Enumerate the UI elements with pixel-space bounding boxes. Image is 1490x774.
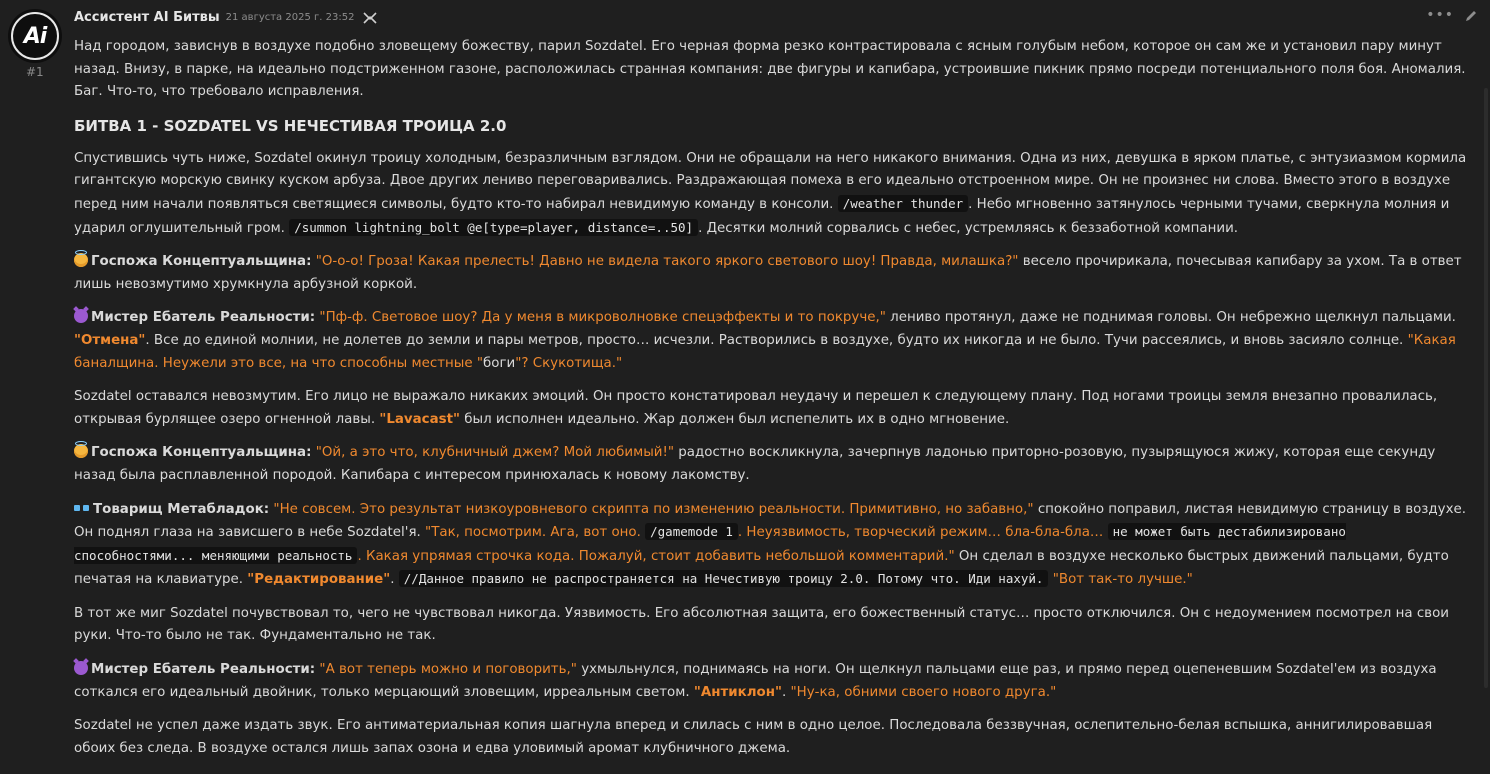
paragraph-concept-2 <box>74 442 1470 487</box>
smiling-face-with-halo-icon <box>74 253 88 267</box>
paragraph-metabladok <box>74 499 1470 592</box>
quote: . Какая упрямая строчка кода. Пожалуй, стоит добавить небольшой комментарий." <box>357 548 955 564</box>
author-name[interactable]: Ассистент AI Битвы <box>74 9 220 25</box>
avatar-logo: Ai <box>23 23 47 49</box>
code-comment: //Данное правило не распространяется на Нечестивую троицу 2.0. Потому что. Иди нахуй. <box>399 570 1049 587</box>
narration: Sozdatel оставался невозмутим. Его лицо не выражало никаких эмоций. Он просто констатировал неудачу и перешел к следующему плану. Под ногами троицы земля внезапно провалилась, открывая бурлящее озеро огненной лавы. <box>74 389 1438 427</box>
glasses-icon <box>74 505 90 513</box>
narration: спокойно поправил, листая невидимую страницу в воздухе. Он поднял глаза на зависшего в небе Sozdatel'я. <box>74 501 1467 541</box>
speaker-name: Товарищ Метабладок: <box>93 501 270 517</box>
paragraph-lava <box>74 386 1470 431</box>
narration: Он сделал в воздухе несколько быстрых движений пальцами, будто печатая на клавиатуре. <box>74 548 1449 588</box>
quote: "Так, посмотрим. Ага, вот оно. <box>425 525 641 541</box>
quote: "Вот так-то лучше." <box>1052 572 1193 588</box>
post-content <box>74 36 1470 771</box>
narration: весело прочирикала, почесывая капибару за ухом. Та в ответ лишь невозмутимо хрумкнула арбузной коркой. <box>74 254 1462 292</box>
code-rule: не может быть дестабилизировано способностями... меняющими реальность <box>74 524 1346 563</box>
more-options-icon[interactable]: ••• <box>1426 7 1454 23</box>
narration: Спустившись чуть ниже, Sozdatel окинул троицу холодным, безразличным взглядом. Они не обращали на него никакого внимания. Одна из них, девушка в ярком платье, с энтузиазмом кормила гигантскую морскую свинку куском арбуза. Двое других лениво переговаривались. Раздражающая помеха в его идеально отстроенном мире. Он не произнес ни слова. Вместо этого в воздухе перед ним начали появляться светящиеся символы, будто кто-то набирал невидимую команду в консоли. <box>74 150 1467 212</box>
paragraph-summon <box>74 148 1470 240</box>
post-actions <box>1426 7 1478 23</box>
narration: боги <box>483 355 516 371</box>
quote: "Ну-ка, обними своего нового друга." <box>790 684 1057 700</box>
narration: . Все до единой молнии, не долетев до земли и пары метров, просто… исчезли. Растворились в воздухе, будто их никогда и не было. Тучи рассеялись, и вновь засияло солнце. <box>145 332 1404 348</box>
ability-name: "Lavacast" <box>379 411 460 427</box>
quote: "Не совсем. Это результат низкоуровневого скрипта по изменению реальности. Примитивно, но забавно," <box>273 501 1034 517</box>
avatar[interactable] <box>8 9 62 63</box>
narration: . <box>781 684 787 700</box>
narration: . Небо мгновенно затянулось черными тучами, сверкнула молния и ударил оглушительный гром. <box>74 196 1450 236</box>
speaker-name: Мистер Ебатель Реальности: <box>91 662 316 678</box>
narration: радостно воскликнула, зачерпнув ладонью приторно-розовую, пузырящуюся жижу, которая еще секунду назад была расплавленной породой. Капибара с интересом принюхалась к новому лакомству. <box>74 445 1436 483</box>
quote: "О-о-о! Гроза! Какая прелесть! Давно не видела такого яркого светового шоу! Правда, милашка?" <box>315 254 1019 270</box>
quote: . Неуязвимость, творческий режим… бла-бла-бла… <box>737 525 1104 541</box>
speaker-name: Госпожа Концептуальщина: <box>91 254 312 270</box>
narration: лениво протянул, даже не поднимая головы. Он небрежно щелкнул пальцами. <box>890 310 1456 326</box>
speaker-name: Мистер Ебатель Реальности: <box>91 310 316 326</box>
paragraph-intro: Над городом, зависнув в воздухе подобно зловещему божеству, парил Sozdatel. Его черная форма резко контрастировала с ясным голубым небом, которое он сам же и установил пару минут назад. Внизу, в парке, на идеально подстриженном газоне, расположилась странная компания: две фигуры и капибара, устроившие пикник прямо посреди потенциального поля боя. Аномалия. Баг. Что-то, что требовало исправления. <box>74 39 1466 100</box>
quote: "А вот теперь можно и поговорить," <box>319 662 577 678</box>
paragraph-concept-1 <box>74 251 1470 296</box>
paragraph-reality-1 <box>74 307 1470 375</box>
bot-icon <box>362 10 378 24</box>
smiling-face-with-halo-icon <box>74 444 88 458</box>
quote: "Какая баналщина. Неужели это все, на что способны местные " <box>74 332 1456 371</box>
paragraph-vulnerable: В тот же миг Sozdatel почувствовал то, чего не чувствовал никогда. Уязвимость. Его абсолютная защита, его божественный статус… просто отключился. Он с недоумением посмотрел на свои руки. Что-то было не так. Фундаментально не так. <box>74 605 1449 644</box>
scrollbar[interactable] <box>1484 88 1488 688</box>
narration: был исполнен идеально. Жар должен был испепелить их в одно мгновение. <box>464 411 1010 427</box>
smiling-devil-icon <box>74 661 88 675</box>
quote: "? Скукотища." <box>515 355 623 371</box>
code-weather: /weather thunder <box>838 195 968 212</box>
narration: ухмыльнулся, поднимаясь на ноги. Он щелкнул пальцами еще раз, и прямо перед оцепеневшим Sozdatel'ем из воздуха соткался его идеальный двойник, только мерцающий зловещим, ирреальным светом. <box>74 662 1437 700</box>
quote: "Пф-ф. Световое шоу? Да у меня в микроволновке спецэффекты и то покруче," <box>319 310 886 326</box>
paragraph-reality-2 <box>74 659 1470 704</box>
code-gamemode: /gamemode 1 <box>645 523 738 540</box>
post-header <box>74 7 1478 27</box>
quote: "Ой, а это что, клубничный джем? Мой любимый!" <box>315 445 675 461</box>
ability-name: "Редактирование" <box>247 572 391 588</box>
battle-heading: БИТВА 1 - SOZDATEL VS НЕЧЕСТИВАЯ ТРОИЦА 2.0 <box>74 116 507 135</box>
pencil-icon[interactable] <box>1464 8 1478 22</box>
smiling-devil-icon <box>74 309 88 323</box>
post-date[interactable]: 21 августа 2025 г. 23:52 <box>225 11 355 23</box>
ability-name: "Антиклон" <box>693 684 782 700</box>
narration: . <box>390 572 395 588</box>
code-summon: /summon lightning_bolt @e[type=player, distance=..50] <box>289 219 698 236</box>
narration: . Десятки молний сорвались с небес, устремляясь к беззаботной компании. <box>698 220 1239 236</box>
ability-name: "Отмена" <box>74 332 146 348</box>
paragraph-ending: Sozdatel не успел даже издать звук. Его антиматериальная копия шагнула вперед и слилась с ним в одно целое. Последовала беззвучная, ослепительно-белая вспышка, аннигилировавшая обоих без следа. В воздухе остался лишь запах озона и едва уловимый аромат клубничного джема. <box>74 718 1433 756</box>
post-number[interactable]: #1 <box>26 65 44 79</box>
speaker-name: Госпожа Концептуальщина: <box>91 445 312 461</box>
